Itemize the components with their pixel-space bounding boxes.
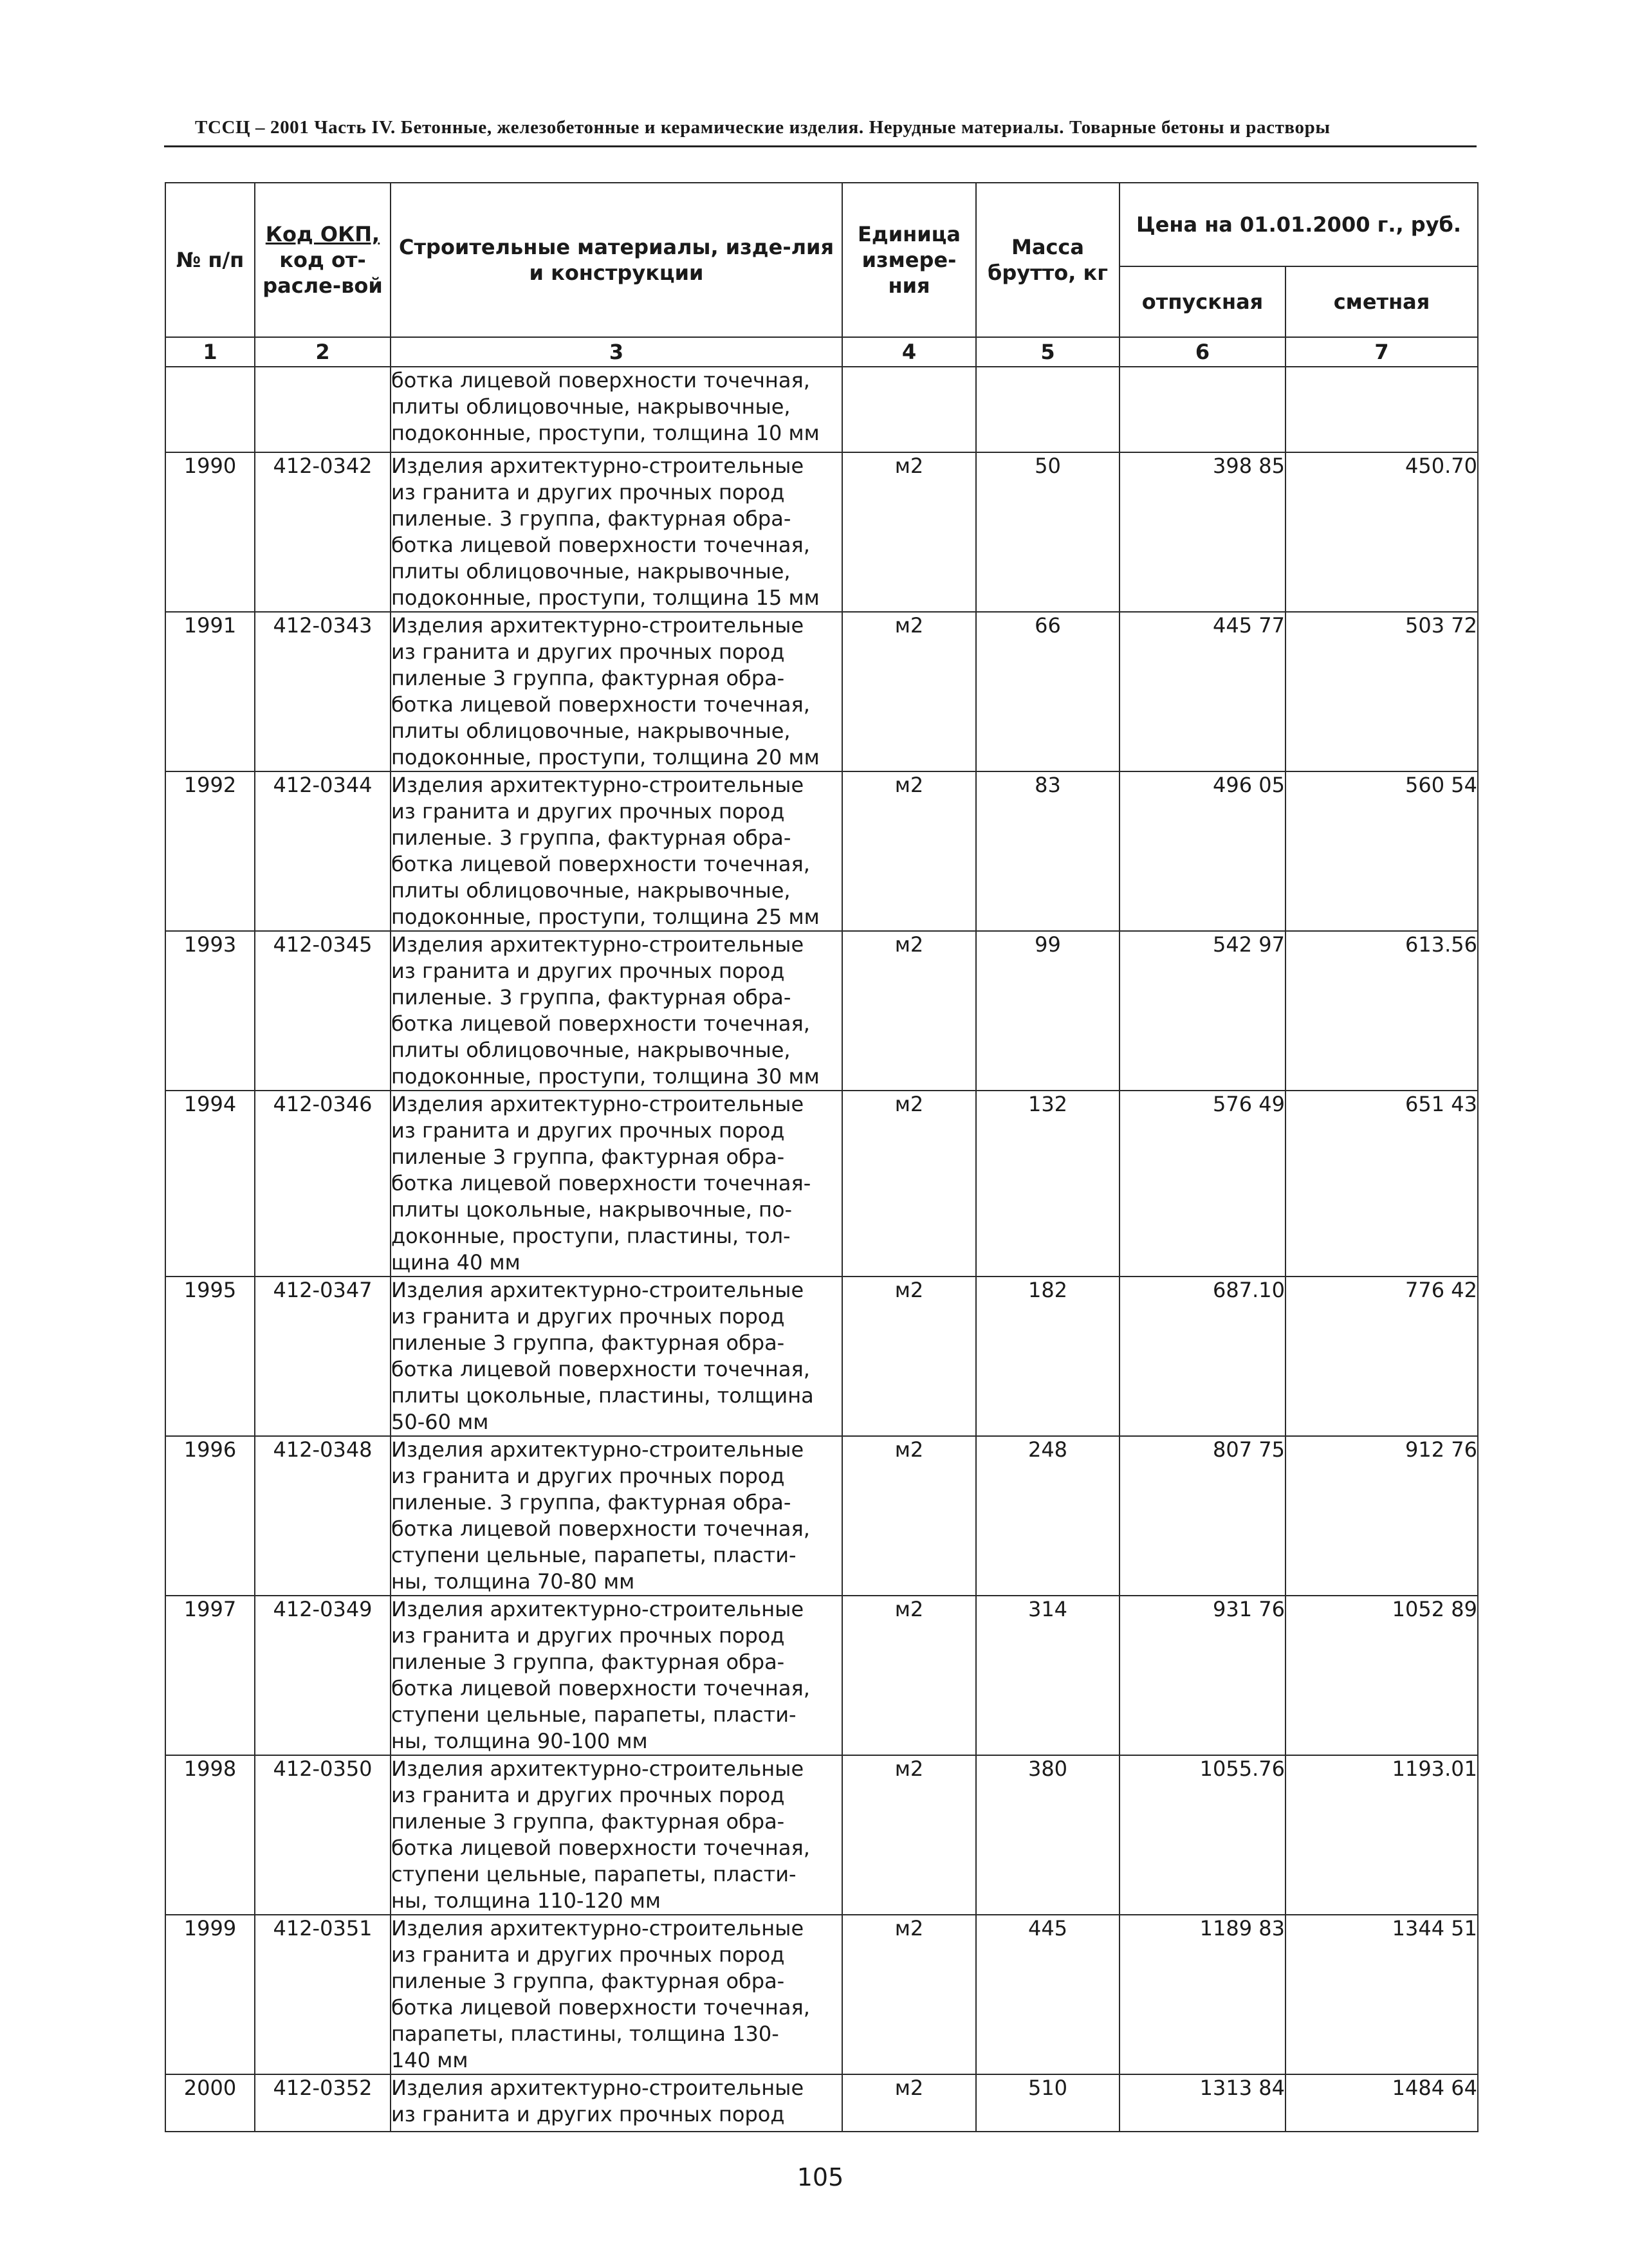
row-number: 1996 (165, 1436, 255, 1596)
header-no: № п/п (165, 183, 255, 337)
row-mass: 445 (976, 1915, 1119, 2074)
row-mass: 66 (976, 612, 1119, 771)
continuation-row (165, 367, 1478, 452)
row-unit: м2 (842, 1091, 976, 1277)
row-description: Изделия архитектурно-строительные из гранита и других прочных пород пиленые 3 группа, фактурная обра- ботка лицевой поверхности точечная, плиты облицовочные, накрывочные, подоконные, проступи, толщина 20 мм (391, 612, 842, 771)
row-price-estimate: 560 54 (1285, 771, 1478, 931)
table-row (165, 931, 1478, 1091)
row-price-estimate: 912 76 (1285, 1436, 1478, 1596)
continuation-description: ботка лицевой поверхности точечная, плиты облицовочные, накрывочные, подоконные, проступи, толщина 10 мм (391, 367, 842, 452)
row-description: Изделия архитектурно-строительные из гранита и других прочных пород пиленые. 3 группа, фактурная обра- ботка лицевой поверхности точечная, плиты облицовочные, накрывочные, подоконные, проступи, толщина 25 мм (391, 771, 842, 931)
row-number: 1999 (165, 1915, 255, 2074)
row-number: 1992 (165, 771, 255, 931)
row-unit: м2 (842, 931, 976, 1091)
row-price-release: 931 76 (1119, 1596, 1285, 1755)
table-row (165, 2074, 1478, 2132)
row-number: 1991 (165, 612, 255, 771)
row-description: Изделия архитектурно-строительные из гранита и других прочных пород пиленые. 3 группа, фактурная обра- ботка лицевой поверхности точечная, плиты облицовочные, накрывочные, подоконные, проступи, толщина 30 мм (391, 931, 842, 1091)
row-code: 412-0345 (255, 931, 391, 1091)
column-number: 3 (391, 337, 842, 367)
header-name: Строительные материалы, изде-лия и конструкции (391, 183, 842, 337)
row-description: Изделия архитектурно-строительные из гранита и других прочных пород пиленые. 3 группа, фактурная обра- ботка лицевой поверхности точечная, плиты облицовочные, накрывочные, подоконные, проступи, толщина 15 мм (391, 452, 842, 612)
row-number: 1993 (165, 931, 255, 1091)
row-number: 1998 (165, 1755, 255, 1915)
row-price-estimate: 1052 89 (1285, 1596, 1478, 1755)
row-number: 1997 (165, 1596, 255, 1755)
column-number-row (165, 337, 1478, 367)
row-price-release: 542 97 (1119, 931, 1285, 1091)
row-price-release: 1313 84 (1119, 2074, 1285, 2132)
table-row (165, 1755, 1478, 1915)
row-price-estimate: 1484 64 (1285, 2074, 1478, 2132)
header-rule (164, 145, 1477, 147)
row-code: 412-0348 (255, 1436, 391, 1596)
row-unit: м2 (842, 1436, 976, 1596)
row-code: 412-0346 (255, 1091, 391, 1277)
row-mass: 380 (976, 1755, 1119, 1915)
row-code: 412-0350 (255, 1755, 391, 1915)
row-unit: м2 (842, 1755, 976, 1915)
column-number: 4 (842, 337, 976, 367)
row-description: Изделия архитектурно-строительные из гранита и других прочных пород пиленые. 3 группа, фактурная обра- ботка лицевой поверхности точечная, ступени цельные, парапеты, пласти- ны, толщина 70-80 мм (391, 1436, 842, 1596)
table-row (165, 1436, 1478, 1596)
column-number: 6 (1119, 337, 1285, 367)
row-price-estimate: 1193.01 (1285, 1755, 1478, 1915)
column-number: 1 (165, 337, 255, 367)
row-mass: 314 (976, 1596, 1119, 1755)
table-row (165, 452, 1478, 612)
header-code (255, 183, 391, 337)
row-unit: м2 (842, 1277, 976, 1436)
header-price-estimate: сметная (1285, 266, 1478, 337)
row-price-release: 496 05 (1119, 771, 1285, 931)
row-unit: м2 (842, 2074, 976, 2132)
table-row (165, 771, 1478, 931)
table-row (165, 1915, 1478, 2074)
row-code: 412-0347 (255, 1277, 391, 1436)
row-unit: м2 (842, 1915, 976, 2074)
row-mass: 99 (976, 931, 1119, 1091)
row-unit: м2 (842, 612, 976, 771)
row-description: Изделия архитектурно-строительные из гранита и других прочных пород пиленые 3 группа, фактурная обра- ботка лицевой поверхности точечная, парапеты, пластины, толщина 130- 140 мм (391, 1915, 842, 2074)
row-description: Изделия архитектурно-строительные из гранита и других прочных пород пиленые 3 группа, фактурная обра- ботка лицевой поверхности точечная, плиты цокольные, пластины, толщина 50-60 мм (391, 1277, 842, 1436)
row-price-estimate: 651 43 (1285, 1091, 1478, 1277)
row-number: 2000 (165, 2074, 255, 2132)
row-number: 1995 (165, 1277, 255, 1436)
row-mass: 132 (976, 1091, 1119, 1277)
header-unit: Единица измере-ния (842, 183, 976, 337)
row-price-estimate: 450.70 (1285, 452, 1478, 612)
row-description: Изделия архитектурно-строительные из гранита и других прочных пород пиленые 3 группа, фактурная обра- ботка лицевой поверхности точечная, ступени цельные, парапеты, пласти- ны, толщина 110-120 мм (391, 1755, 842, 1915)
row-description: Изделия архитектурно-строительные из гранита и других прочных пород (391, 2074, 842, 2132)
row-number: 1994 (165, 1091, 255, 1277)
table-row (165, 1091, 1478, 1277)
header-code-okp: Код ОКП, (265, 222, 380, 246)
page-number: 105 (797, 2163, 844, 2191)
row-unit: м2 (842, 1596, 976, 1755)
table-row (165, 612, 1478, 771)
column-number: 7 (1285, 337, 1478, 367)
row-code: 412-0352 (255, 2074, 391, 2132)
row-code: 412-0342 (255, 452, 391, 612)
row-mass: 510 (976, 2074, 1119, 2132)
row-price-estimate: 613.56 (1285, 931, 1478, 1091)
price-table (165, 182, 1479, 2132)
row-price-release: 1055.76 (1119, 1755, 1285, 1915)
row-description: Изделия архитектурно-строительные из гранита и других прочных пород пиленые 3 группа, фактурная обра- ботка лицевой поверхности точечная, ступени цельные, парапеты, пласти- ны, толщина 90-100 мм (391, 1596, 842, 1755)
row-mass: 50 (976, 452, 1119, 612)
table-row (165, 1277, 1478, 1436)
row-mass: 248 (976, 1436, 1119, 1596)
header-mass: Масса брутто, кг (976, 183, 1119, 337)
row-price-estimate: 776 42 (1285, 1277, 1478, 1436)
row-price-estimate: 1344 51 (1285, 1915, 1478, 2074)
row-price-release: 687.10 (1119, 1277, 1285, 1436)
row-description: Изделия архитектурно-строительные из гранита и других прочных пород пиленые 3 группа, фактурная обра- ботка лицевой поверхности точечная- плиты цокольные, накрывочные, по- доконные, проступи, пластины, тол- щина 40 мм (391, 1091, 842, 1277)
row-price-release: 807 75 (1119, 1436, 1285, 1596)
row-price-release: 1189 83 (1119, 1915, 1285, 2074)
header-price-release: отпускная (1119, 266, 1285, 337)
row-mass: 182 (976, 1277, 1119, 1436)
table-row (165, 1596, 1478, 1755)
running-header: ТССЦ – 2001 Часть IV. Бетонные, железобетонные и керамические изделия. Нерудные материалы. Товарные бетоны и растворы (195, 117, 1331, 138)
row-code: 412-0351 (255, 1915, 391, 2074)
row-mass: 83 (976, 771, 1119, 931)
header-price: Цена на 01.01.2000 г., руб. (1119, 183, 1478, 266)
row-number: 1990 (165, 452, 255, 612)
header-code-industry: код от-расле-вой (263, 248, 383, 298)
row-code: 412-0349 (255, 1596, 391, 1755)
row-unit: м2 (842, 771, 976, 931)
row-code: 412-0343 (255, 612, 391, 771)
row-price-release: 398 85 (1119, 452, 1285, 612)
row-price-estimate: 503 72 (1285, 612, 1478, 771)
row-price-release: 445 77 (1119, 612, 1285, 771)
row-unit: м2 (842, 452, 976, 612)
column-number: 2 (255, 337, 391, 367)
column-number: 5 (976, 337, 1119, 367)
row-price-release: 576 49 (1119, 1091, 1285, 1277)
row-code: 412-0344 (255, 771, 391, 931)
